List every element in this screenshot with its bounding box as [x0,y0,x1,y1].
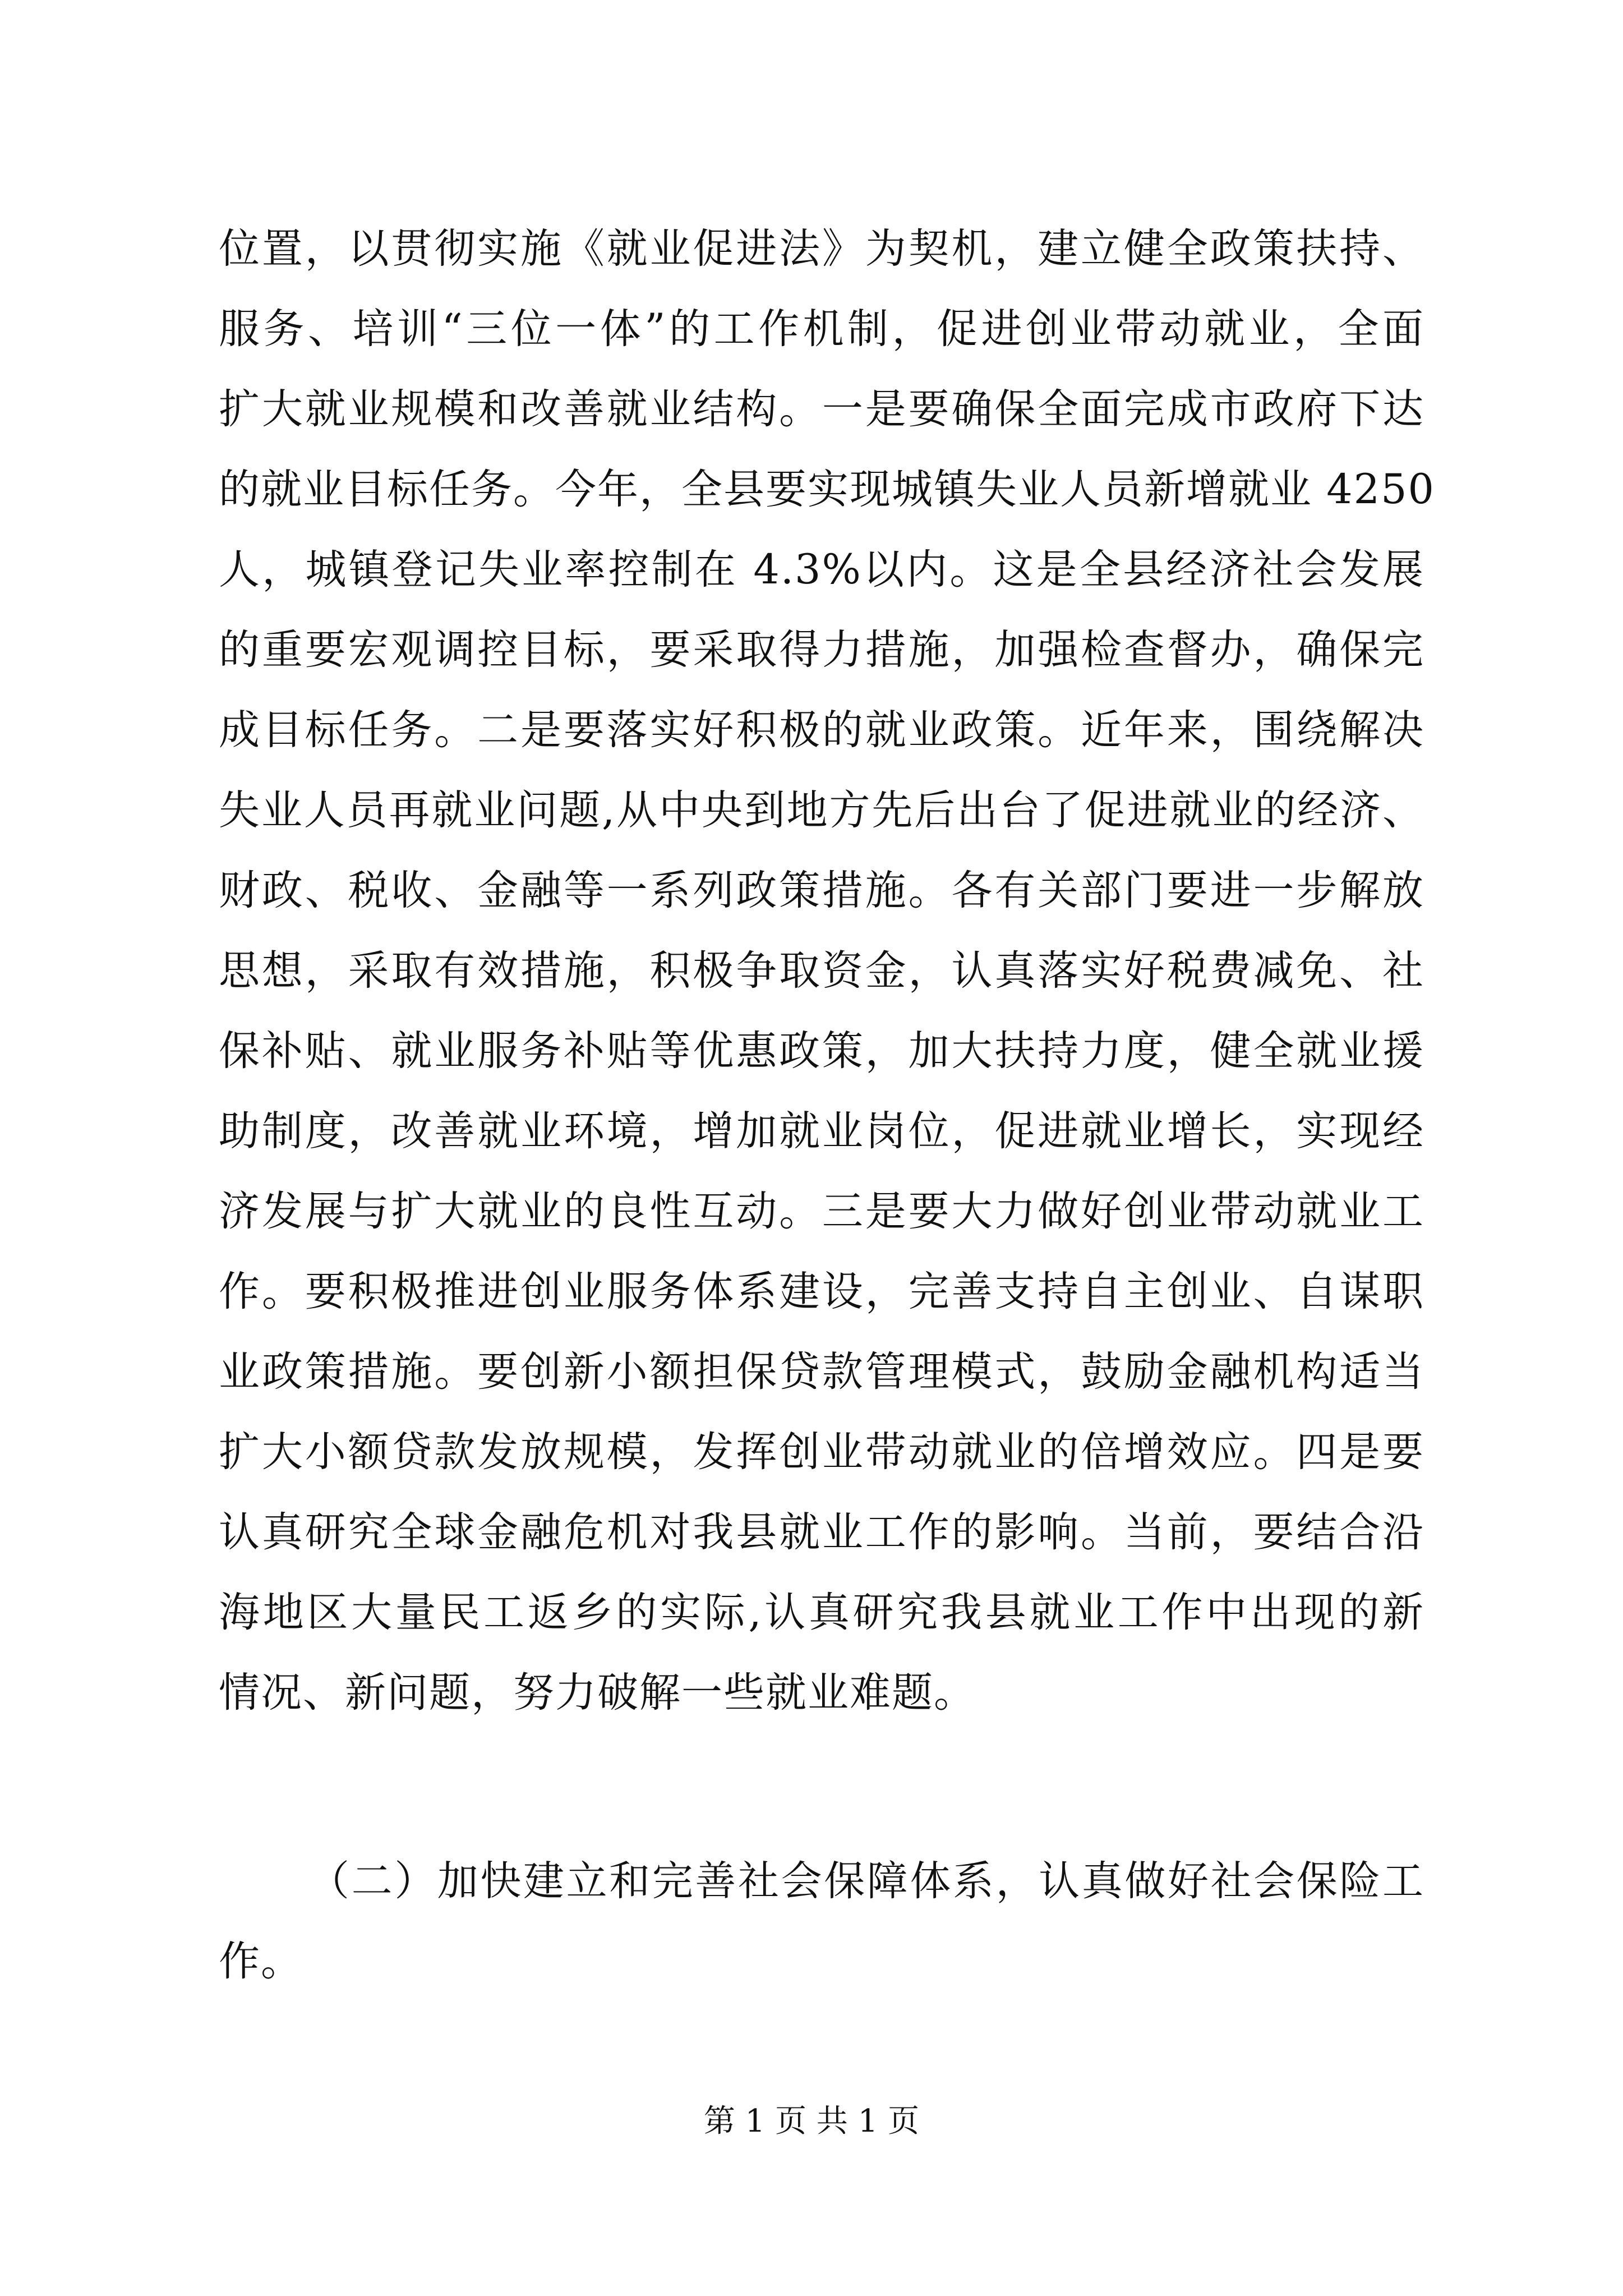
text-line: 保补贴、就业服务补贴等优惠政策，加大扶持力度，健全就业援 [219,1027,1424,1075]
text-line: 作。要积极推进创业服务体系建设，完善支持自主创业、自谋职 [219,1268,1424,1315]
text-line: 位置，以贯彻实施《就业促进法》为契机，建立健全政策扶持、 [219,225,1424,273]
text-line: 财政、税收、金融等一系列政策措施。各有关部门要进一步解放 [219,867,1424,914]
paragraph-social-security-heading [219,1841,1424,2001]
text-line: 扩大小额贷款发放规模，发挥创业带动就业的倍增效应。四是要 [219,1428,1424,1476]
text-line: 业政策措施。要创新小额担保贷款管理模式，鼓励金融机构适当 [219,1348,1424,1396]
text-line: 失业人员再就业问题,从中央到地方先后出台了促进就业的经济、 [219,786,1424,834]
text-line: 思想，采取有效措施，积极争取资金，认真落实好税费减免、社 [219,947,1424,995]
text-line: 人，城镇登记失业率控制在 4.3%以内。这是全县经济社会发展 [219,546,1424,593]
text-line: 的就业目标任务。今年，全县要实现城镇失业人员新增就业 4250 [219,466,1435,513]
text-line: 作。 [219,1938,303,1985]
page-number-footer: 第 1 页 共 1 页 [703,2103,920,2139]
text-line: 海地区大量民工返乡的实际,认真研究我县就业工作中出现的新 [219,1589,1424,1636]
text-line: 扩大就业规模和改善就业结构。一是要确保全面完成市政府下达 [219,385,1424,433]
text-line: 济发展与扩大就业的良性互动。三是要大力做好创业带动就业工 [219,1188,1424,1235]
text-line: 的重要宏观调控目标，要采取得力措施，加强检查督办，确保完 [219,626,1424,674]
text-line: 情况、新问题，努力破解一些就业难题。 [219,1669,976,1717]
text-line: 助制度，改善就业环境，增加就业岗位，促进就业增长，实现经 [219,1107,1424,1155]
text-line: 服务、培训“三位一体”的工作机制，促进创业带动就业，全面 [219,305,1424,353]
text-line: 认真研究全球金融危机对我县就业工作的影响。当前，要结合沿 [219,1508,1424,1556]
text-line: （二）加快建立和完善社会保障体系，认真做好社会保险工 [308,1857,1424,1905]
paragraph-employment [219,209,1435,1733]
text-line: 成目标任务。二是要落实好积极的就业政策。近年来，围绕解决 [219,706,1424,754]
